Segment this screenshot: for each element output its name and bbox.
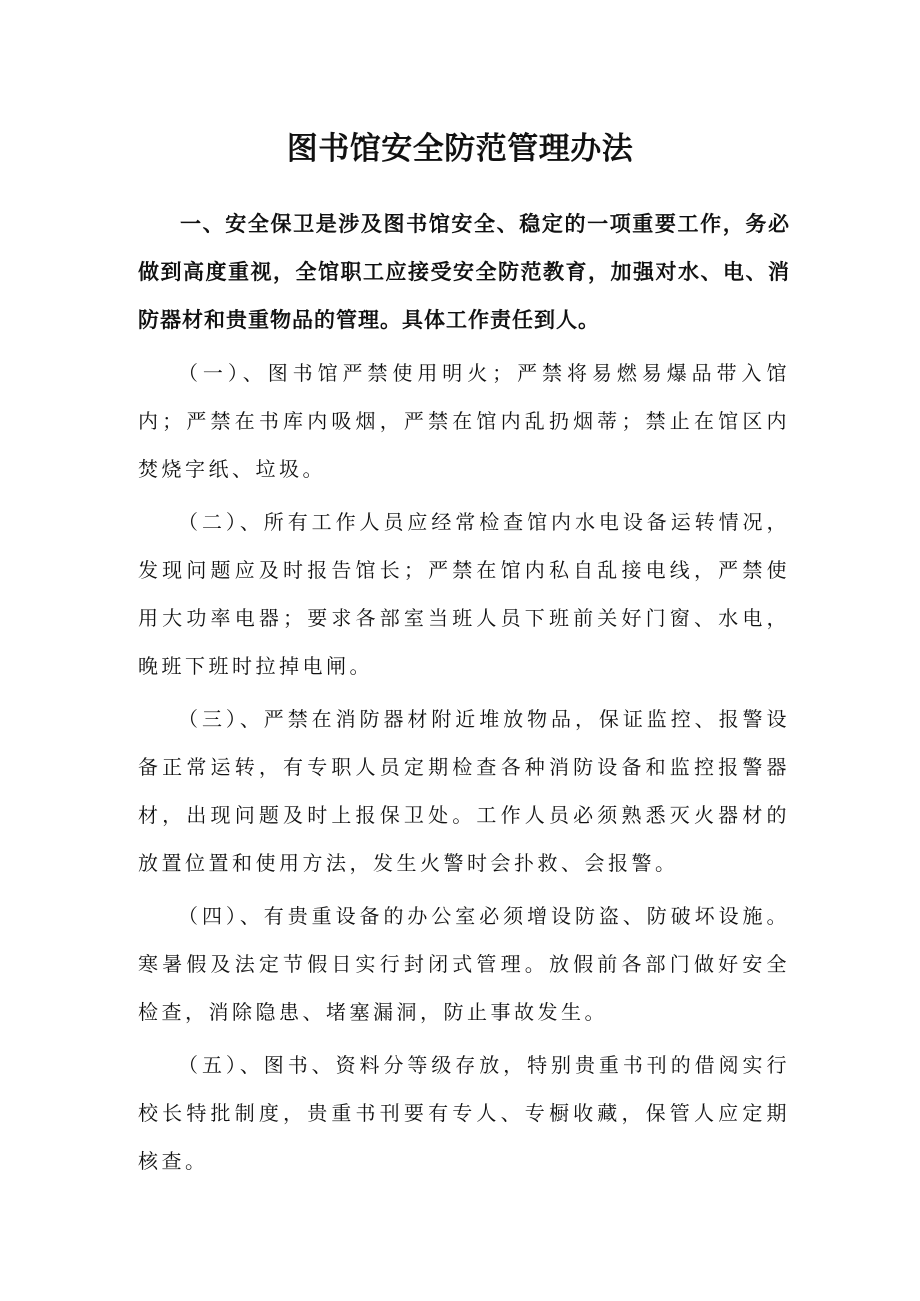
document-title: 图书馆安全防范管理办法 — [286, 131, 634, 167]
paragraph-item-5: （五）、图书、资料分等级存放，特别贵重书刊的借阅实行校长特批制度，贵重书刊要有专人、专橱收藏，保管人应定期核查。 — [138, 1053, 790, 1173]
paragraph-item-3: （三）、严禁在消防器材附近堆放物品，保证监控、报警设备正常运转，有专职人员定期检查各种消防设备和监控报警器材，出现问题及时上报保卫处。工作人员必须熟悉灭火器材的放置位置和使用方法，发生火警时会扑救、会报警。 — [138, 707, 790, 875]
paragraph-item-1: （一）、图书馆严禁使用明火；严禁将易燃易爆品带入馆内；严禁在书库内吸烟，严禁在馆内乱扔烟蒂；禁止在馆区内焚烧字纸、垃圾。 — [138, 361, 790, 481]
paragraph-section-1: 一、安全保卫是涉及图书馆安全、稳定的一项重要工作，务必做到高度重视，全馆职工应接受安全防范教育，加强对水、电、消防器材和贵重物品的管理。具体工作责任到人。 — [138, 212, 790, 332]
document-body — [138, 200, 790, 1185]
paragraph-item-4: （四）、有贵重设备的办公室必须增设防盗、防破坏设施。寒暑假及法定节假日实行封闭式管理。放假前各部门做好安全检查，消除隐患、堵塞漏洞，防止事故发生。 — [138, 904, 790, 1024]
paragraph-item-2: （二）、所有工作人员应经常检查馆内水电设备运转情况，发现问题应及时报告馆长；严禁在馆内私自乱接电线，严禁使用大功率电器；要求各部室当班人员下班前关好门窗、水电，晚班下班时拉掉电闸。 — [138, 510, 790, 678]
